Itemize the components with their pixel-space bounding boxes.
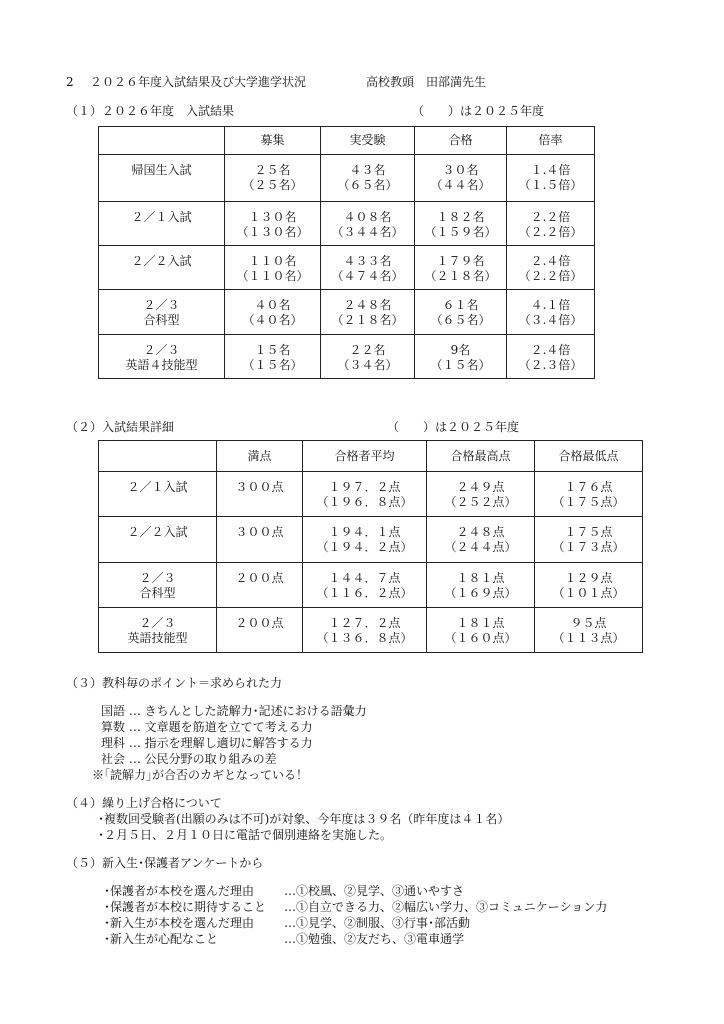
row-label (99, 246, 225, 290)
cell-previous-value: （３.４倍） (518, 313, 583, 327)
cell-previous-value: （１０１点） (552, 586, 625, 600)
cell-value: １２９点 (564, 571, 613, 585)
column-header: 合格最高点 (427, 441, 535, 472)
column-header: 合格最低点 (535, 441, 643, 472)
column-header: 合格 (415, 127, 507, 155)
table-cell (225, 202, 321, 246)
table-row (99, 246, 595, 290)
table-cell (321, 246, 415, 290)
section-number: 2 (66, 75, 74, 89)
cell-value: １.４倍 (530, 163, 571, 177)
table-cell (415, 155, 507, 202)
cell-previous-value: （２１８名） (424, 269, 497, 283)
cell-value: １５名 (254, 343, 291, 357)
cell-previous-value: （２.２倍） (518, 269, 583, 283)
cell-value: ４０８名 (343, 210, 392, 224)
section5-label: （５）新入生･保護者アンケートから (66, 856, 264, 870)
survey-answer: …①校風、②見学、③通いやすさ (284, 884, 465, 898)
cell-previous-value: （３４名） (337, 358, 398, 372)
table-row (99, 472, 643, 517)
table-cell (217, 563, 303, 608)
cell-value: ３００点 (235, 525, 284, 539)
survey-item (104, 900, 607, 914)
table-cell (415, 246, 507, 290)
cell-value: ２.２倍 (530, 210, 571, 224)
table-cell (427, 472, 535, 517)
subject-point: 国語 … きちんとした読解力･記述における語彙力 (101, 704, 367, 718)
cell-value: １２７．２点 (328, 616, 401, 630)
row-label-line: 英語４技能型 (125, 358, 198, 372)
cell-value: ２.４倍 (530, 343, 571, 357)
cell-previous-value: （１３６．８点） (316, 631, 413, 645)
table-cell (535, 517, 643, 563)
table-row (99, 202, 595, 246)
table-cell (225, 290, 321, 335)
cell-previous-value: （１９４．２点） (316, 540, 413, 554)
table-cell (225, 155, 321, 202)
table-cell (415, 202, 507, 246)
cell-value: 9名 (450, 343, 471, 357)
cell-previous-value: （１９６．８点） (316, 495, 413, 509)
table-row (99, 155, 595, 202)
table-row (99, 608, 643, 653)
table-cell (535, 563, 643, 608)
cell-value: １８２名 (436, 210, 485, 224)
cell-value: ２００点 (235, 571, 284, 585)
row-label-line: 帰国生入試 (131, 163, 192, 177)
cell-previous-value: （２４４点） (444, 540, 517, 554)
cell-value: １７９名 (436, 254, 485, 268)
section4-label: （４）繰り上げ合格について (66, 796, 222, 810)
cell-value: ２５名 (254, 163, 291, 177)
table-row (99, 563, 643, 608)
column-header: 実受験 (321, 127, 415, 155)
cell-value: １３０名 (248, 210, 297, 224)
cell-previous-value: （４４名） (430, 178, 491, 192)
table-cell (415, 335, 507, 379)
cell-previous-value: （１６０点） (444, 631, 517, 645)
cell-previous-value: （４０名） (242, 313, 303, 327)
table-cell (507, 290, 595, 335)
section2-note: （ ）は２０２５年度 (387, 420, 520, 434)
cell-previous-value: （２１８名） (331, 313, 404, 327)
table-cell (321, 202, 415, 246)
cell-value: ４.１倍 (530, 298, 571, 312)
cell-previous-value: （２５２点） (444, 495, 517, 509)
author: 高校教頭 田部満先生 (366, 75, 487, 89)
row-label-line: ２／３ (139, 616, 176, 630)
survey-item (104, 916, 470, 930)
cell-value: １４４．７点 (328, 571, 401, 585)
cell-previous-value: （１１３点） (552, 631, 625, 645)
column-header: 合格者平均 (303, 441, 427, 472)
survey-question: ･新入生が心配なこと (104, 932, 219, 946)
cell-value: ２４９点 (456, 480, 505, 494)
cell-value: ４３名 (349, 163, 386, 177)
cell-value: ３０名 (442, 163, 479, 177)
cell-previous-value: （１５名） (430, 358, 491, 372)
table-cell (507, 155, 595, 202)
row-label-line: ２／１入試 (131, 210, 192, 224)
table-cell (321, 290, 415, 335)
row-label-line: ２／３ (139, 571, 176, 585)
survey-answer: …①自立できる力、②幅広い学力、③コミュニケーション力 (284, 900, 608, 914)
survey-question: ･新入生が本校を選んだ理由 (104, 916, 255, 930)
row-label (99, 472, 217, 517)
survey-answer: …①勉強、②友だち、③電車通学 (284, 932, 465, 946)
survey-question: ･保護者が本校に期待すること (104, 900, 267, 914)
table-row (99, 517, 643, 563)
cell-previous-value: （２.３倍） (518, 358, 583, 372)
table-cell (217, 517, 303, 563)
page-title: ２０２６年度入試結果及び大学進学状況 (90, 75, 307, 89)
cell-value: １９４．１点 (328, 525, 401, 539)
cell-previous-value: （２５名） (242, 178, 303, 192)
cell-value: １１０名 (248, 254, 297, 268)
table-corner (99, 441, 217, 472)
row-label (99, 155, 225, 202)
row-label-line: 合科型 (143, 313, 180, 327)
section3-label: （３）教科毎のポイント＝求められた力 (66, 676, 283, 690)
cell-value: １７６点 (564, 480, 613, 494)
table-cell (303, 517, 427, 563)
cell-previous-value: （１７５点） (552, 495, 625, 509)
survey-answer: …①見学、②制服、③行事･部活動 (284, 916, 471, 930)
table-row (99, 290, 595, 335)
row-label-line: ２／２入試 (127, 525, 188, 539)
row-label-line: ２／１入試 (127, 480, 188, 494)
cell-previous-value: （３４４名） (331, 225, 404, 239)
cell-previous-value: （６５名） (430, 313, 491, 327)
cell-value: １８１点 (456, 616, 505, 630)
cell-value: ２４８名 (343, 298, 392, 312)
details-table (98, 440, 643, 653)
survey-question: ･保護者が本校を選んだ理由 (104, 884, 255, 898)
table-cell (321, 335, 415, 379)
cell-value: １８１点 (456, 571, 505, 585)
section2-label: （２）入試結果詳細 (66, 420, 175, 434)
table-cell (217, 472, 303, 517)
row-label-line: 合科型 (139, 586, 176, 600)
cell-value: ２４８点 (456, 525, 505, 539)
column-header: 募集 (225, 127, 321, 155)
section1-note: （ ）は２０２５年度 (412, 104, 545, 118)
table-cell (507, 202, 595, 246)
cell-previous-value: （１５９名） (424, 225, 497, 239)
row-label (99, 202, 225, 246)
column-header: 倍率 (507, 127, 595, 155)
row-label (99, 517, 217, 563)
table-cell (225, 335, 321, 379)
cell-previous-value: （１３０名） (236, 225, 309, 239)
table-cell (427, 517, 535, 563)
table-cell (535, 608, 643, 653)
cell-previous-value: （１６９点） (444, 586, 517, 600)
section1-label: （１）２０２６年度 入試結果 (66, 104, 235, 118)
cell-value: ２.４倍 (530, 254, 571, 268)
table-cell (507, 335, 595, 379)
cell-previous-value: （２.２倍） (518, 225, 583, 239)
table-cell (507, 246, 595, 290)
cell-value: １９７．２点 (328, 480, 401, 494)
table-cell (217, 608, 303, 653)
cell-previous-value: （１５名） (242, 358, 303, 372)
cell-value: ６１名 (442, 298, 479, 312)
cell-previous-value: （１.５倍） (518, 178, 583, 192)
table-cell (303, 563, 427, 608)
cell-value: ２２名 (349, 343, 386, 357)
row-label-line: 英語技能型 (127, 631, 188, 645)
subject-point: 社会 … 公民分野の取り組みの差 (101, 752, 277, 766)
cell-previous-value: （４７４名） (331, 269, 404, 283)
table-cell (427, 608, 535, 653)
table-corner (99, 127, 225, 155)
section3-note: ※｢読解力｣が合否のカギとなっている！ (92, 768, 309, 782)
table-cell (535, 472, 643, 517)
cell-value: ２００点 (235, 616, 284, 630)
cell-value: ３００点 (235, 480, 284, 494)
section4-item: ･複数回受験者(出願のみは不可)が対象、今年度は３９名（昨年度は４１名） (98, 812, 510, 826)
table-cell (303, 608, 427, 653)
row-label-line: ２／３ (143, 298, 180, 312)
cell-value: ９５点 (570, 616, 607, 630)
table-cell (225, 246, 321, 290)
cell-value: ４３３名 (343, 254, 392, 268)
row-label (99, 335, 225, 379)
cell-value: ４０名 (254, 298, 291, 312)
survey-item (104, 932, 464, 946)
cell-previous-value: （１７３点） (552, 540, 625, 554)
cell-previous-value: （６５名） (337, 178, 398, 192)
table-cell (427, 563, 535, 608)
cell-previous-value: （１１６．２点） (316, 586, 413, 600)
subject-point: 理科 … 指示を理解し適切に解答する力 (101, 736, 313, 750)
table-row (99, 335, 595, 379)
table-cell (415, 290, 507, 335)
table-cell (321, 155, 415, 202)
results-table (98, 126, 595, 379)
row-label (99, 290, 225, 335)
table-cell (303, 472, 427, 517)
cell-previous-value: （１１０名） (236, 269, 309, 283)
survey-item (104, 884, 464, 898)
row-label (99, 563, 217, 608)
row-label-line: ２／３ (143, 343, 180, 357)
subject-point: 算数 … 文章題を筋道を立てて考える力 (101, 720, 313, 734)
column-header: 満点 (217, 441, 303, 472)
cell-value: １７５点 (564, 525, 613, 539)
row-label-line: ２／２入試 (131, 254, 192, 268)
row-label (99, 608, 217, 653)
section4-item: ･２月５日、２月１０日に電話で個別連絡を実施した。 (98, 828, 393, 842)
